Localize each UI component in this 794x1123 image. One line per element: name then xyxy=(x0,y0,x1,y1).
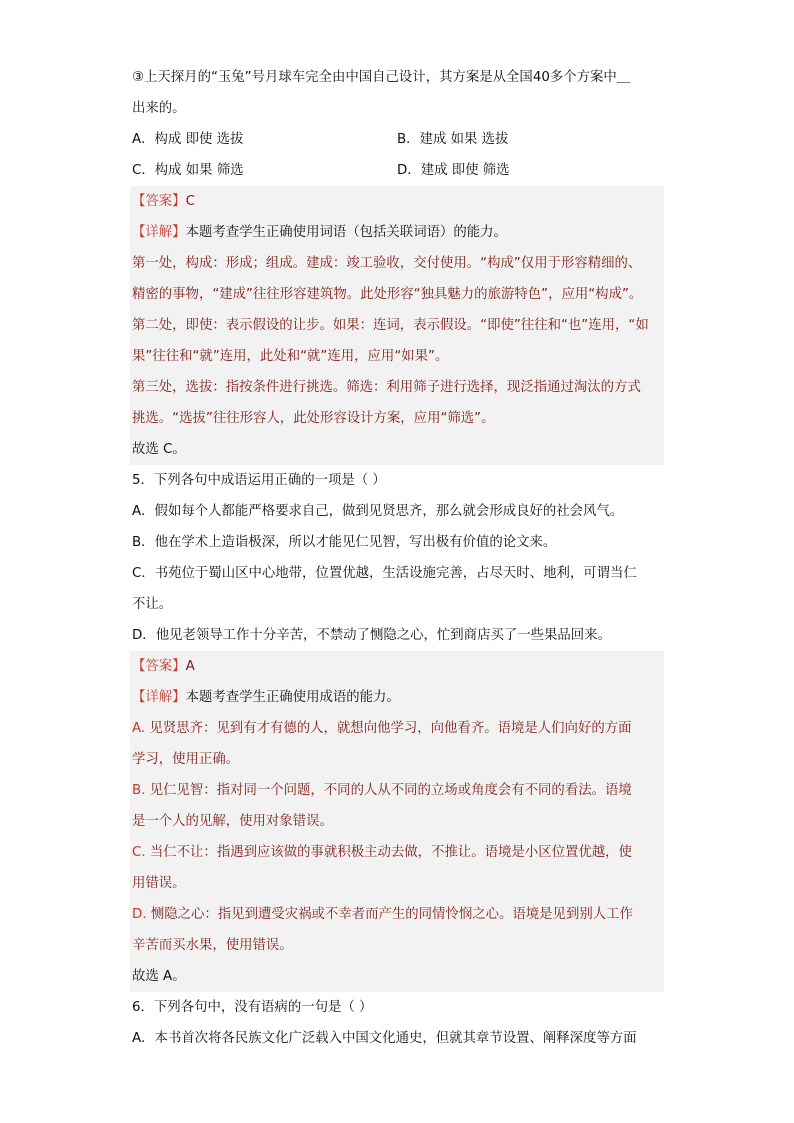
q5-item-a xyxy=(132,713,662,744)
item-label: C. xyxy=(132,845,146,860)
q4-option-b: B．建成 如果 选拔 xyxy=(397,132,509,147)
q6-stem: 6．下列各句中，没有语病的一句是（ ） xyxy=(132,1000,373,1015)
q4-detail-line xyxy=(132,217,662,248)
q5-item-d-cont: 辛苦而买水果，使用错误。 xyxy=(132,938,293,953)
q4-explanation-line: 果”往往和“就”连用，此处和“就”连用，应用“如果”。 xyxy=(132,349,449,364)
q5-option-line: D．他见老领导工作十分辛苦，不禁动了恻隐之心，忙到商店买了一些果品回来。 xyxy=(132,628,611,643)
q5-answer-line xyxy=(132,651,662,682)
q5-item-a-cont: 学习，使用正确。 xyxy=(132,752,240,767)
q5-item-c xyxy=(132,837,662,868)
q5-option-line: C．书苑位于蜀山区中心地带，位置优越，生活设施完善，占尽天时、地利，可谓当仁 xyxy=(132,566,637,581)
q5-answer-block xyxy=(130,651,664,992)
q5-option-line: B．他在学术上造诣极深，所以才能见仁见智，写出极有价值的论文来。 xyxy=(132,535,557,550)
item-label: A. xyxy=(132,721,146,736)
q4-explanation-line: 第二处，即使：表示假设的让步。如果：连词，表示假设。“即使”往往和“也”连用，“如 xyxy=(132,318,649,333)
q4-sentence3-line1: ③上天探月的“玉兔”号月球车完全由中国自己设计，其方案是从全国40多个方案中＿ xyxy=(132,70,631,85)
q4-option-d: D．建成 即使 筛选 xyxy=(397,163,510,178)
detail-tag: 【详解】 xyxy=(132,690,186,705)
q5-item-c-cont: 用错误。 xyxy=(132,876,186,891)
q4-options-row2 xyxy=(132,155,662,186)
item-text: 见仁见智：指对同一个问题，不同的人从不同的立场或角度会有不同的看法。语境 xyxy=(149,783,632,798)
q5-detail-line xyxy=(132,682,662,713)
item-text: 见贤思齐：见到有才有德的人，就想向他学习，向他看齐。语境是人们向好的方面 xyxy=(149,721,632,736)
q4-explanation-line: 挑选。“选拔”往往形容人，此处形容设计方案，应用“筛选”。 xyxy=(132,411,495,426)
detail-tag: 【详解】 xyxy=(132,225,186,240)
q4-answer-line xyxy=(132,186,662,217)
q4-explanation-line: 第三处，选拔：指按条件进行挑选。筛选：利用筛子进行选择，现泛指通过淘汰的方式 xyxy=(132,380,641,395)
q5-stem: 5．下列各句中成语运用正确的一项是（ ） xyxy=(132,473,386,488)
page-content xyxy=(132,62,662,1054)
q4-answer-value: C xyxy=(185,194,195,209)
q4-option-a: A．构成 即使 选拔 xyxy=(132,132,244,147)
q5-detail-intro: 本题考查学生正确使用成语的能力。 xyxy=(185,690,400,705)
q4-detail-intro: 本题考查学生正确使用词语（包括关联词语）的能力。 xyxy=(185,225,507,240)
q5-item-b xyxy=(132,775,662,806)
q4-explanation-line: 第一处，构成：形成；组成。建成：竣工验收，交付使用。“构成”仅用于形容精细的、 xyxy=(132,256,642,271)
item-label: B. xyxy=(132,783,146,798)
q5-option-line: A．假如每个人都能严格要求自己，做到见贤思齐，那么就会形成良好的社会风气。 xyxy=(132,504,624,519)
q5-option-line: 不让。 xyxy=(132,597,173,612)
q4-options-row1 xyxy=(132,124,662,155)
q4-conclusion: 故选 C。 xyxy=(132,442,186,457)
q4-answer-block xyxy=(130,186,664,465)
q4-option-c: C．构成 如果 筛选 xyxy=(132,163,244,178)
q5-item-b-cont: 是一个人的见解，使用对象错误。 xyxy=(132,814,333,829)
q5-answer-value: A xyxy=(185,659,195,674)
item-label: D. xyxy=(132,907,147,922)
q4-sentence3-line2: 出来的。 xyxy=(132,101,186,116)
q4-explanation-line: 精密的事物，“建成”往往形容建筑物。此处形容“独具魅力的旅游特色”，应用“构成”。 xyxy=(132,287,643,302)
answer-tag: 【答案】 xyxy=(132,659,186,674)
item-text: 恻隐之心：指见到遭受灾祸或不幸者而产生的同情怜悯之心。语境是见到别人工作 xyxy=(150,907,633,922)
q5-conclusion: 故选 A。 xyxy=(132,969,186,984)
item-text: 当仁不让：指遇到应该做的事就积极主动去做，不推让。语境是小区位置优越，使 xyxy=(149,845,632,860)
answer-tag: 【答案】 xyxy=(132,194,186,209)
q6-option-a-line1: A．本书首次将各民族文化广泛载入中国文化通史，但就其章节设置、阐释深度等方面 xyxy=(132,1031,637,1046)
q5-item-d xyxy=(132,899,662,930)
